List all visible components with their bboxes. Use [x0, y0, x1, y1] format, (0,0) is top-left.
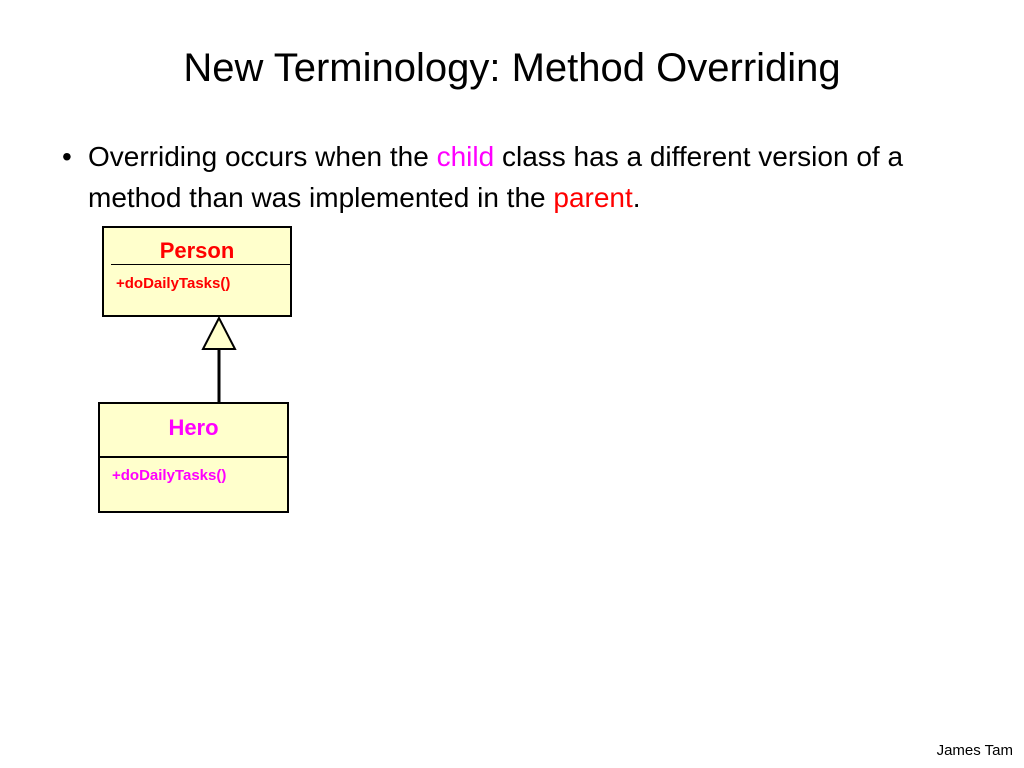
bullet-text-part-1: Overriding occurs when the: [88, 141, 437, 172]
hero-class-divider: [100, 456, 287, 458]
slide-title: New Terminology: Method Overriding: [183, 46, 841, 90]
person-class-method: +doDailyTasks(): [116, 275, 231, 292]
hero-class-method: +doDailyTasks(): [112, 467, 227, 484]
hero-class-box: [98, 402, 289, 513]
footer-author: James Tam: [936, 742, 1013, 759]
highlight-child: child: [436, 141, 495, 172]
highlight-parent: parent: [553, 182, 633, 213]
person-class-name: Person: [159, 238, 235, 263]
hero-class-name: Hero: [168, 415, 219, 440]
bullet-text-part-3: .: [632, 182, 641, 213]
bullet-text-part-2: class has a different version of a method than was implemented in the: [88, 141, 904, 213]
inheritance-arrowhead: [203, 318, 235, 349]
bullet-marker: •: [62, 141, 72, 172]
